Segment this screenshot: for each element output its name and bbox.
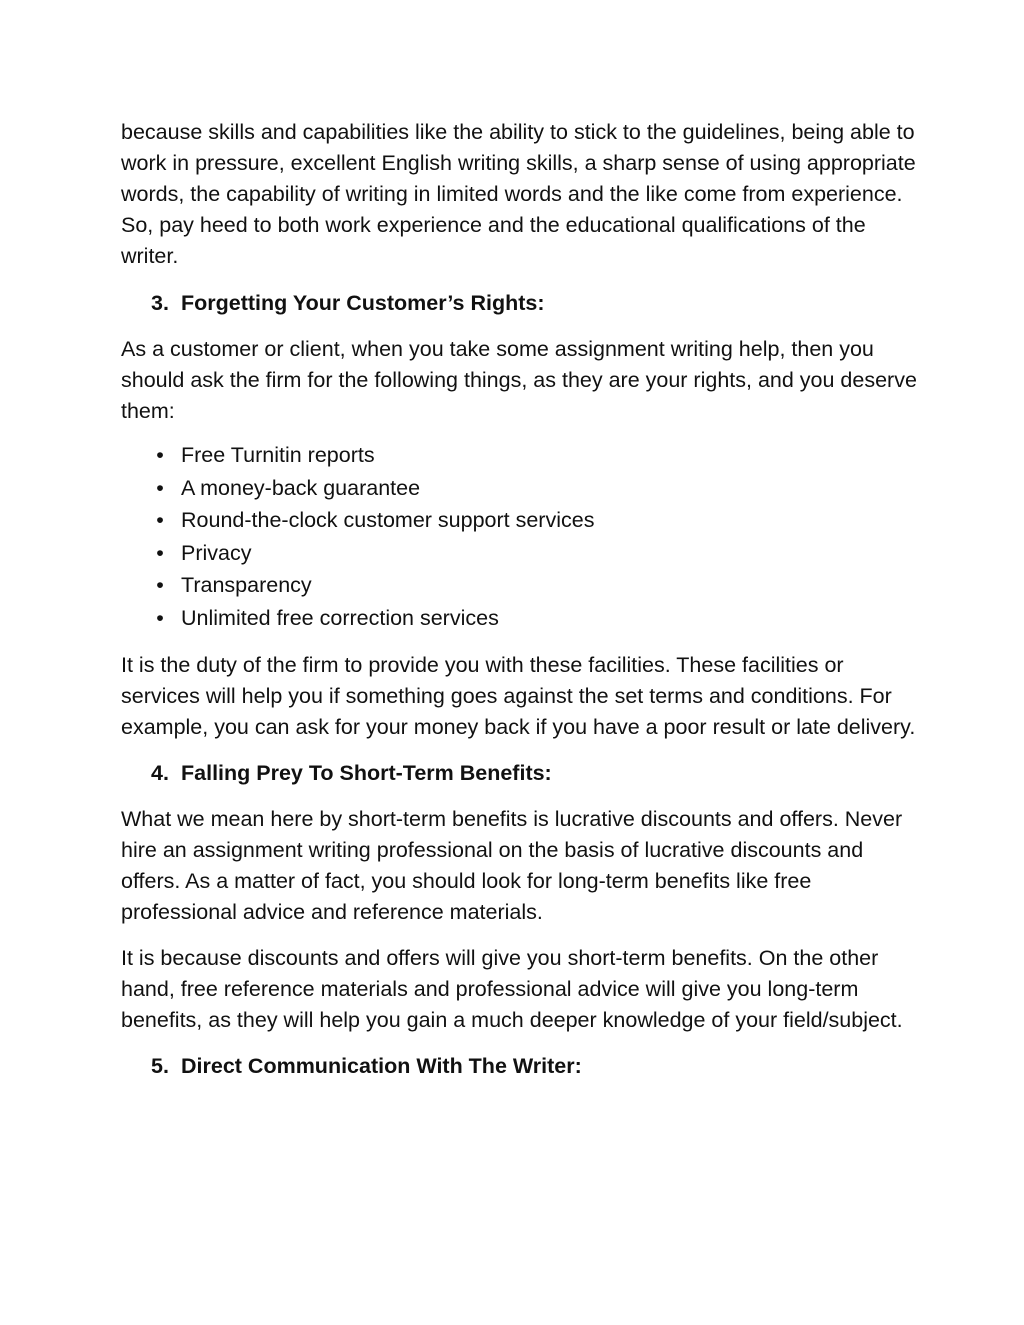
rights-list <box>121 439 921 635</box>
section-heading-direct-communication <box>121 1051 921 1082</box>
paragraph-experience: because skills and capabilities like the ability to stick to the guidelines, being able to work in pressure, excellent English writing skills, a sharp sense of using appropriate words, the capability of writing in limited words and the like come from experience. So, pay heed to both work experience and the educational qualifications of the writer. <box>121 120 916 268</box>
bullet-icon <box>121 472 181 505</box>
list-item: • A money-back guarantee <box>121 472 921 505</box>
list-item: • Transparency <box>121 569 921 602</box>
section-number: 3. <box>151 291 169 315</box>
bullet-icon <box>121 569 181 602</box>
section-heading-short-term-benefits <box>121 758 921 789</box>
section-heading-customer-rights <box>121 288 921 319</box>
paragraph-firm-duty: It is the duty of the firm to provide you with these facilities. These facilities or services will help you if something goes against the set terms and conditions. For example, you can ask for your money back if you have a poor result or late delivery. <box>121 652 916 739</box>
document-page <box>121 117 921 1097</box>
section-number: 5. <box>151 1053 169 1078</box>
paragraph-short-term-benefits: What we mean here by short-term benefits is lucrative discounts and offers. Never hire an assignment writing professional on the basis of lucrative discounts and offers. As a matter of fact, you should look for long-term benefits like free professional advice and reference materials. <box>121 806 903 924</box>
bullet-icon <box>121 504 181 537</box>
paragraph-long-term-benefits: It is because discounts and offers will give you short-term benefits. On the other hand, free reference materials and professional advice will give you long-term benefits, as they will help you gain a much deeper knowledge of your field/subject. <box>121 945 903 1032</box>
bullet-icon <box>121 439 181 472</box>
paragraph-rights-intro: As a customer or client, when you take some assignment writing help, then you should ask the firm for the following things, as they are your rights, and you deserve them: <box>121 337 917 423</box>
section-number: 4. <box>151 760 169 785</box>
list-item: • Privacy <box>121 537 921 570</box>
section-title: Forgetting Your Customer’s Rights: <box>181 291 545 315</box>
section-title: Falling Prey To Short-Term Benefits: <box>181 760 552 785</box>
bullet-icon <box>121 537 181 570</box>
bullet-icon <box>121 602 181 635</box>
list-item: • Unlimited free correction services <box>121 602 921 635</box>
section-title: Direct Communication With The Writer: <box>181 1053 582 1078</box>
list-item: • Round-the-clock customer support services <box>121 504 921 537</box>
list-item: • Free Turnitin reports <box>121 439 921 472</box>
